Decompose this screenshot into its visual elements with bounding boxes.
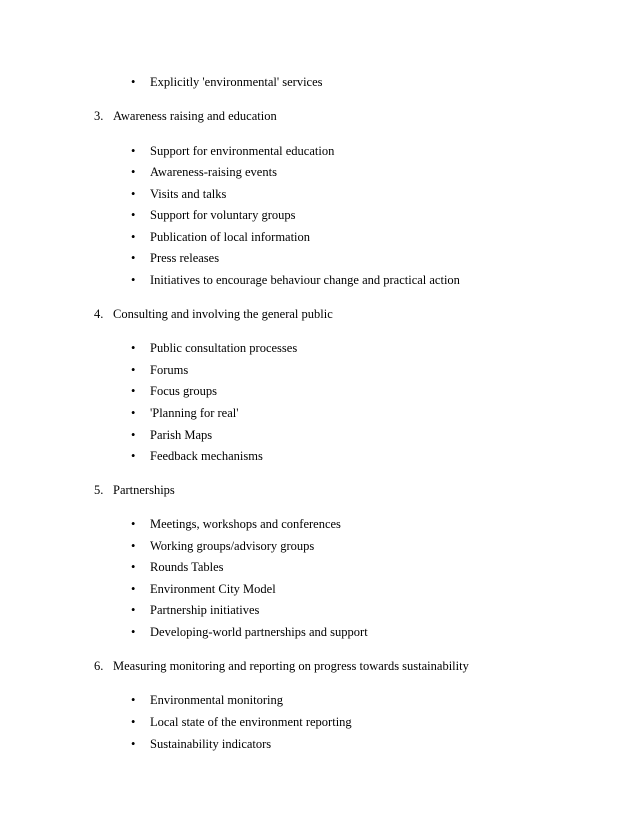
list-item-text: Public consultation processes (150, 341, 298, 355)
list-item-text: Forums (150, 363, 189, 377)
bullet-icon: • (131, 693, 136, 707)
list-item-text: Environmental monitoring (150, 693, 283, 707)
bullet-icon: • (131, 251, 136, 265)
list-item-text: Developing-world partnerships and support (150, 625, 368, 639)
bullet-icon: • (131, 603, 136, 617)
bullet-icon: • (131, 625, 136, 639)
list-item-text: Feedback mechanisms (150, 449, 263, 463)
bullet-icon: • (131, 428, 136, 442)
list-item-text: Environment City Model (150, 582, 276, 596)
list-item-text: Press releases (150, 251, 220, 265)
list-item-text: Focus groups (150, 384, 218, 398)
list-item-text: Working groups/advisory groups (150, 539, 315, 553)
section-number: 6. (94, 659, 104, 673)
bullet-icon: • (131, 230, 136, 244)
bullet-icon: • (131, 341, 136, 355)
section-title: Measuring monitoring and reporting on progress towards sustainability (113, 659, 469, 673)
section-number: 3. (94, 109, 104, 123)
bullet-icon: • (131, 273, 136, 287)
bullet-icon: • (131, 560, 136, 574)
list-item-text: Awareness-raising events (150, 165, 277, 179)
bullet-icon: • (131, 582, 136, 596)
section-title: Awareness raising and education (113, 109, 277, 123)
bullet-icon: • (131, 737, 136, 751)
section-title: Partnerships (113, 483, 175, 497)
list-item-text: Support for environmental education (150, 144, 335, 158)
list-item-text: Local state of the environment reporting (150, 715, 352, 729)
list-item-text: Initiatives to encourage behaviour change and practical action (150, 273, 460, 287)
list-item-text: Rounds Tables (150, 560, 224, 574)
list-item-text: 'Planning for real' (150, 406, 239, 420)
bullet-icon: • (131, 363, 136, 377)
list-item-text: Support for voluntary groups (150, 208, 296, 222)
bullet-icon: • (131, 517, 136, 531)
bullet-icon: • (131, 406, 136, 420)
section-number: 4. (94, 307, 104, 321)
list-item-text: Publication of local information (150, 230, 311, 244)
bullet-icon: • (131, 208, 136, 222)
list-item-text: Partnership initiatives (150, 603, 260, 617)
bullet-icon: • (131, 144, 136, 158)
section-title: Consulting and involving the general public (113, 307, 333, 321)
bullet-icon: • (131, 539, 136, 553)
bullet-icon: • (131, 75, 136, 89)
bullet-icon: • (131, 187, 136, 201)
list-item-text: Sustainability indicators (150, 737, 272, 751)
list-item-text: Meetings, workshops and conferences (150, 517, 341, 531)
bullet-icon: • (131, 165, 136, 179)
list-item-text: Visits and talks (150, 187, 227, 201)
section-number: 5. (94, 483, 104, 497)
list-item-text: Parish Maps (150, 428, 213, 442)
list-item-text: Explicitly 'environmental' services (150, 75, 323, 89)
bullet-icon: • (131, 715, 136, 729)
bullet-icon: • (131, 384, 136, 398)
bullet-icon: • (131, 449, 136, 463)
